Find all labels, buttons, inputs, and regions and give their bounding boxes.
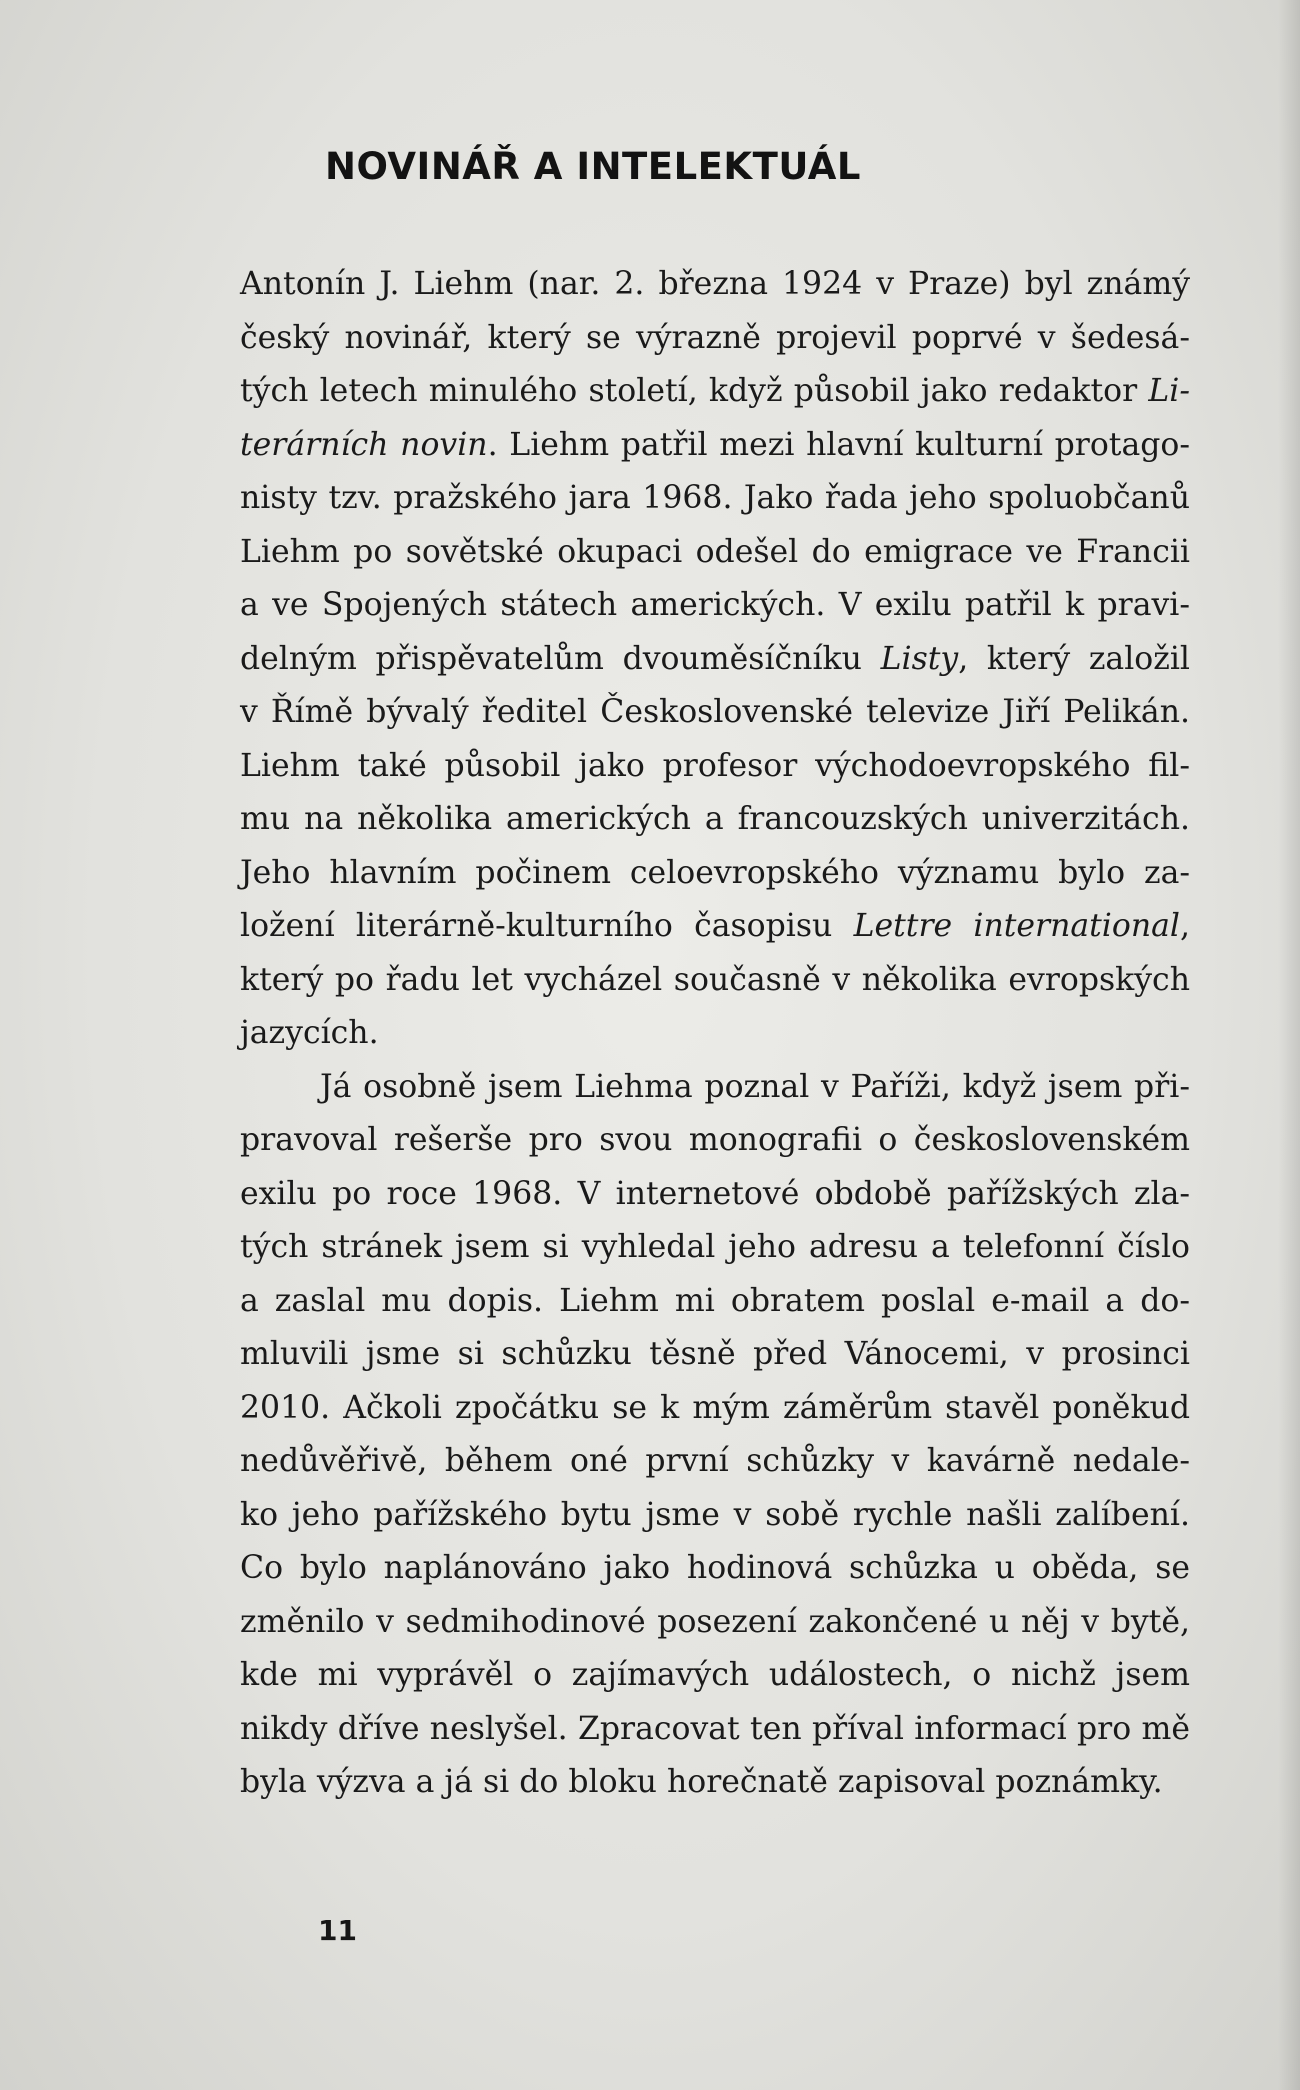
text-line [240,1061,1190,1115]
text-line [240,1542,1190,1596]
text-line [240,419,1190,473]
text-run: mluvili jsme si schůzku těsně před Vánocemi, v prosinci [240,1336,1190,1372]
text-run: Já osobně jsem Liehma poznal v Paříži, když jsem při- [320,1068,1190,1105]
text-line [240,1382,1190,1436]
text-line [240,258,1190,312]
text-run: tých letech minulého století, když působil jako redaktor [240,373,1149,409]
text-run: v Římě bývalý ředitel Československé televize Jiří Pelikán. [240,694,1190,730]
italic-title: Listy [880,640,959,677]
text-run: Liehm po sovětské okupaci odešel do emigrace ve Francii [240,533,1190,570]
text-run: pravoval rešerše pro svou monografii o československém [240,1122,1190,1158]
text-run: a ve Spojených státech amerických. V exilu patřil k pravi- [240,587,1190,623]
text-line [240,1275,1190,1329]
text-line [240,1114,1190,1168]
text-run: Jeho hlavním počinem celoevropského významu bylo za- [240,854,1190,891]
text-line [240,1703,1190,1757]
text-run: jazycích. [240,1015,379,1051]
text-line [240,312,1190,366]
text-run: , který založil [958,640,1190,677]
text-run: mu na několika amerických a francouzských univerzitách. [240,801,1190,837]
text-run: ložení literárně-kulturního časopisu [240,908,854,944]
text-line [240,847,1190,901]
text-line [240,472,1190,526]
text-line [240,1221,1190,1275]
text-line [240,1596,1190,1650]
text-line [240,1435,1190,1489]
text-line [240,365,1190,419]
text-run: exilu po roce 1968. V internetové obdobě pařížských zla- [240,1175,1190,1212]
text-line [240,1328,1190,1382]
text-run: nedůvěřivě, během oné první schůzky v kavárně nedale- [240,1443,1190,1479]
text-line [240,793,1190,847]
italic-title: terárních novin [240,426,488,463]
text-line [240,1649,1190,1703]
text-run: český novinář, který se výrazně projevil poprvé v šedesá- [240,319,1190,356]
text-line [240,1756,1190,1810]
text-run: , [1180,908,1191,944]
body-text [240,258,1190,1810]
text-line [240,686,1190,740]
text-line [240,900,1190,954]
text-line [240,1168,1190,1222]
text-run: změnilo v sedmihodinové posezení zakončené u něj v bytě, [240,1603,1190,1640]
text-run: a zaslal mu dopis. Liehm mi obratem poslal e-mail a do- [240,1282,1190,1319]
text-line [240,1007,1190,1061]
text-run: 2010. Ačkoli zpočátku se k mým záměrům stavěl poněkud [240,1389,1190,1426]
text-run: který po řadu let vycházel současně v několika evropských [240,961,1190,998]
page-number: 11 [318,1914,357,1947]
text-run: delným přispěvatelům dvouměsíčníku [240,640,881,677]
text-run: byla výzva a já si do bloku horečnatě zapisoval poznámky. [240,1764,1163,1800]
text-line [240,526,1190,580]
text-run: nisty tzv. pražského jara 1968. Jako řada jeho spoluobčanů [240,480,1190,516]
text-run: kde mi vyprávěl o zajímavých událostech, o nichž jsem [240,1657,1190,1693]
text-run: Co bylo naplánováno jako hodinová schůzka u oběda, se [240,1550,1190,1586]
text-line [240,954,1190,1008]
text-line [240,740,1190,794]
text-line [240,579,1190,633]
text-line [240,633,1190,687]
text-run: . Liehm patřil mezi hlavní kulturní protago- [487,426,1190,463]
text-line [240,1489,1190,1543]
text-run: tých stránek jsem si vyhledal jeho adresu a telefonní číslo [240,1229,1190,1265]
text-run: ko jeho pařížského bytu jsme v sobě rychle našli zalíbení. [240,1496,1190,1533]
chapter-heading: NOVINÁŘ A INTELEKTUÁL [325,145,861,188]
italic-title: Li- [1148,373,1190,409]
text-run: Liehm také působil jako profesor východoevropského fil- [240,747,1190,784]
italic-title: Lettre international [853,908,1180,944]
text-run: Antonín J. Liehm (nar. 2. března 1924 v Praze) byl známý [240,266,1190,302]
text-run: nikdy dříve neslyšel. Zpracovat ten příval informací pro mě [240,1710,1190,1747]
